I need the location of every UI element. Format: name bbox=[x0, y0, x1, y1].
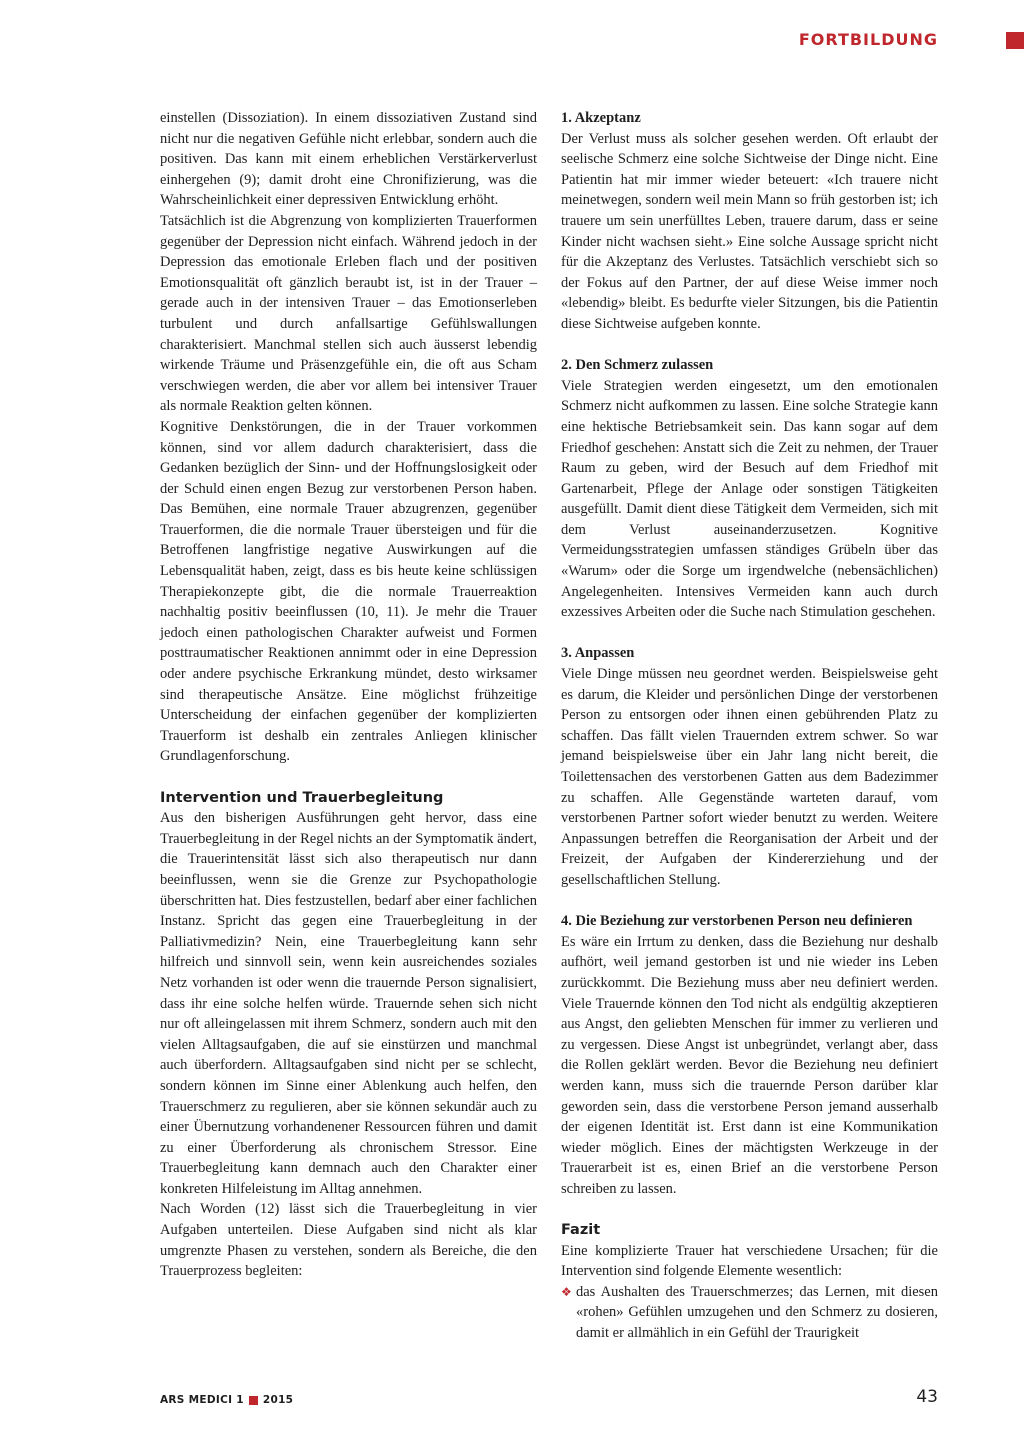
spacer bbox=[561, 1199, 938, 1220]
subsection-heading: 3. Anpassen bbox=[561, 645, 635, 662]
paragraph: einstellen (Dissoziation). In einem dissoziativen Zustand sind nicht nur die negativen Gefühle nicht erlebbar, sondern auch die positiven. Das kann mit einem erheblichen Verstärkerverlust einhergehen (9); damit droht eine Chronifizierung, was die Wahrscheinlichkeit einer depressiven Entwicklung erhöht. bbox=[160, 110, 537, 209]
footer-marker bbox=[249, 1396, 258, 1405]
list-item-text: das Aushalten des Trauerschmerzes; das Lernen, mit diesen «rohen» Gefühlen umzugehen und den Schmerz zu dosieren, damit er allmählich in ein Gefühl der Traurigkeit bbox=[576, 1283, 938, 1342]
spacer bbox=[561, 335, 938, 356]
paragraph: Viele Dinge müssen neu geordnet werden. Beispielsweise geht es darum, die Kleider und persönlichen Dinge der verstorbenen Person zu entsorgen oder ihnen einen gebührenden Platz zu schaffen. Das fällt vielen Trauernden extrem schwer. So war jemand beispielsweise über ein Jahr lang nicht bereit, die Toilettensachen des verstorbenen Gatten aus dem Badezimmer zu schaffen. Alle Gegenstände warteten darauf, vom verstorbenen Partner sofort wieder benutzt zu werden. Weitere Anpassungen betreffen die Reorganisation der Arbeit und der Freizeit, der Aufgaben der Kindererziehung und der gesellschaftlichen Stellung. bbox=[561, 666, 938, 888]
right-column bbox=[561, 108, 938, 1344]
paragraph: Eine komplizierte Trauer hat verschiedene Ursachen; für die Intervention sind folgende Elemente wesentlich: bbox=[561, 1242, 938, 1280]
list-item bbox=[561, 1282, 938, 1344]
paragraph: Kognitive Denkstörungen, die in der Trauer vorkommen können, sind vor allem dadurch charakterisiert, dass die Gedanken bezüglich der Sinn- und der Hoffnungslosigkeit oder der Schuld einen engen Bezug zur verstorbenen Person haben. Das Bemühen, eine normale Trauer abzugrenzen, gegenüber Trauerformen, die die normale Trauer übersteigen und für die Betroffenen langfristige negative Auswirkungen auf die Lebensqualität haben, zeigt, dass es bis heute keine schlüssigen Therapiekonzepte gibt, die die normale Trauerreaktion nachhaltig positiv beeinflussen (10, 11). Je mehr die Trauer jedoch einen pathologischen Charakter aufweist und Formen posttraumatischer Reaktionen annimmt oder in eine Depression oder andere psychische Erkrankung mündet, desto wirksamer sind therapeutische Ansätze. Eine möglichst frühzeitige Unterscheidung der einfachen gegenüber der komplizierten Trauerform ist deshalb ein zentrales Anliegen klinischer Grundlagenforschung. bbox=[160, 418, 537, 765]
subsection-heading: 1. Akzeptanz bbox=[561, 110, 641, 126]
paragraph: Tatsächlich ist die Abgrenzung von komplizierten Trauerformen gegenüber der Depression nicht einfach. Während jedoch in der Depression das emotionale Erleben flach und der positiven Emotionsqualität oft gänzlich beraubt ist, ist in der Trauer – gerade auch in der intensiven Trauer – das Emotionserleben turbulent und durch anfallsartige Gefühlswallungen charakterisiert. Manchmal stellen sich auch äusserst lebendig wirkende Träume und Präsenzgefühle ein, die oft aus Scham verschwiegen werden, die aber vor allem bei intensiver Trauer als normale Reaktion gelten können. bbox=[160, 212, 537, 415]
journal-year: 2015 bbox=[262, 1394, 294, 1406]
paragraph: Nach Worden (12) lässt sich die Trauerbegleitung in vier Aufgaben unterteilen. Diese Aufgaben sind nicht als klar umgrenzte Phasen zu verstehen, sondern als Bereiche, die den Trauerprozess begleiten: bbox=[160, 1201, 537, 1280]
left-column bbox=[160, 108, 537, 1282]
subsection-heading: 2. Den Schmerz zulassen bbox=[561, 357, 714, 374]
paragraph: Viele Strategien werden eingesetzt, um den emotionalen Schmerz nicht aufkommen zu lassen. Eine solche Strategie kann eine hektische Betriebsamkeit sein. Das kann sogar auf dem Friedhof geschehen: Anstatt sich die Zeit zu nehmen, der Trauer Raum zu geben, wird der Besuch auf dem Friedhof mit Gartenarbeit, Pflege der Anlage oder sonstigen Tätigkeiten ausgefüllt. Damit dient diese Tätigkeit dem Vermeiden, sich mit dem Verlust auseinanderzusetzen. Kognitive Vermeidungsstrategien umfassen ständiges Grübeln über das «Warum» oder die Sorge um irgendwelche (nebensächlichen) Angelegenheiten. Intensives Vermeiden kann auch durch exzessives Arbeiten oder die Suche nach Stimulation geschehen. bbox=[561, 377, 938, 621]
page-number: 43 bbox=[916, 1387, 938, 1407]
paragraph: Der Verlust muss als solcher gesehen werden. Oft erlaubt der seelische Schmerz eine solche Sichtweise der Dinge nicht. Eine Patientin hat mir immer wieder beteuert: «Ich trauere nicht meinetwegen, sondern weil mein Mann so früh gestorben ist; ich trauere um sein unerfülltes Leben, trauere darum, dass er seine Kinder nicht wachsen sieht.» Eine solche Aussage spricht nicht für die Akzeptanz des Verlustes. Tatsächlich verschiebt sich so der Fokus auf den Partner, der auf diese Weise immer noch «lebendig» bleibt. Es bedurfte vieler Sitzungen, bis die Patientin diese Sichtweise aufgeben konnte. bbox=[561, 130, 938, 332]
journal-name: ARS MEDICI 1 bbox=[160, 1394, 244, 1406]
spacer bbox=[160, 767, 537, 788]
section-heading: Intervention und Trauerbegleitung bbox=[160, 789, 444, 806]
section-heading: Fazit bbox=[561, 1222, 601, 1239]
paragraph: Aus den bisherigen Ausführungen geht hervor, dass eine Trauerbegleitung in der Regel nichts an der Symptomatik ändert, die Trauerintensität lässt sich also therapeutisch nur dann beeinflussen, wenn sie die Grenze zur Psychopathologie überschritten hat. Dies festzustellen, bedarf aber einer fachlichen Instanz. Spricht das gegen eine Trauerbegleitung in der Palliativmedizin? Nein, eine Trauerbegleitung kann sehr hilfreich und sinnvoll sein, wenn kein ausreichendes soziales Netz vorhanden ist oder wenn die trauernde Person signalisiert, dass ihr eine solche helfen würde. Trauernde sehen sich nicht nur oft alleingelassen mit ihrem Schmerz, sondern auch mit den vielen Alltagsaufgaben, die auf sie einstürzen und manchmal auch überfordern. Alltagsaufgaben sind nicht per se schlecht, sondern können im Sinne einer Ablenkung auch helfen, den Trauerschmerz zu regulieren, aber sie können sekundär auch zu einer Übernutzung vorhandenener Ressourcen führen und damit zu einer Überforderung als chronischem Stressor. Eine Trauerbegleitung kann demnach auch den Charakter einer konkreten Hilfeleistung im Alltag annehmen. bbox=[160, 810, 537, 1197]
section-label: FORTBILDUNG bbox=[798, 30, 938, 49]
diamond-bullet-icon: ❖ bbox=[561, 1284, 572, 1299]
spacer bbox=[561, 891, 938, 912]
section-marker bbox=[1006, 32, 1024, 49]
paragraph: Es wäre ein Irrtum zu denken, dass die Beziehung nur deshalb aufhört, weil jemand gestorben ist und nie wieder ins Leben zurückkommt. Die Beziehung muss aber neu definiert werden. Viele Trauernde können den Tod nicht als endgültig akzeptieren aus Angst, den geliebten Menschen für immer zu verlieren und zu vergessen. Diese Angst ist unbegründet, verlangt aber, dass die Rollen geklärt werden. Bevor die Beziehung neu definiert werden kann, muss sich die trauernde Person darüber klar geworden sein, dass die verstorbene Person jemand ausserhalb der eigenen Identität ist. Erst dann ist eine Kommunikation wieder möglich. Eines der mächtigsten Werkzeuge in der Trauerarbeit ist es, einen Brief an die verstorbene Person schreiben zu lassen. bbox=[561, 933, 938, 1197]
journal-footer bbox=[160, 1394, 293, 1406]
subsection-heading: 4. Die Beziehung zur verstorbenen Person neu definieren bbox=[561, 913, 913, 930]
spacer bbox=[561, 623, 938, 644]
